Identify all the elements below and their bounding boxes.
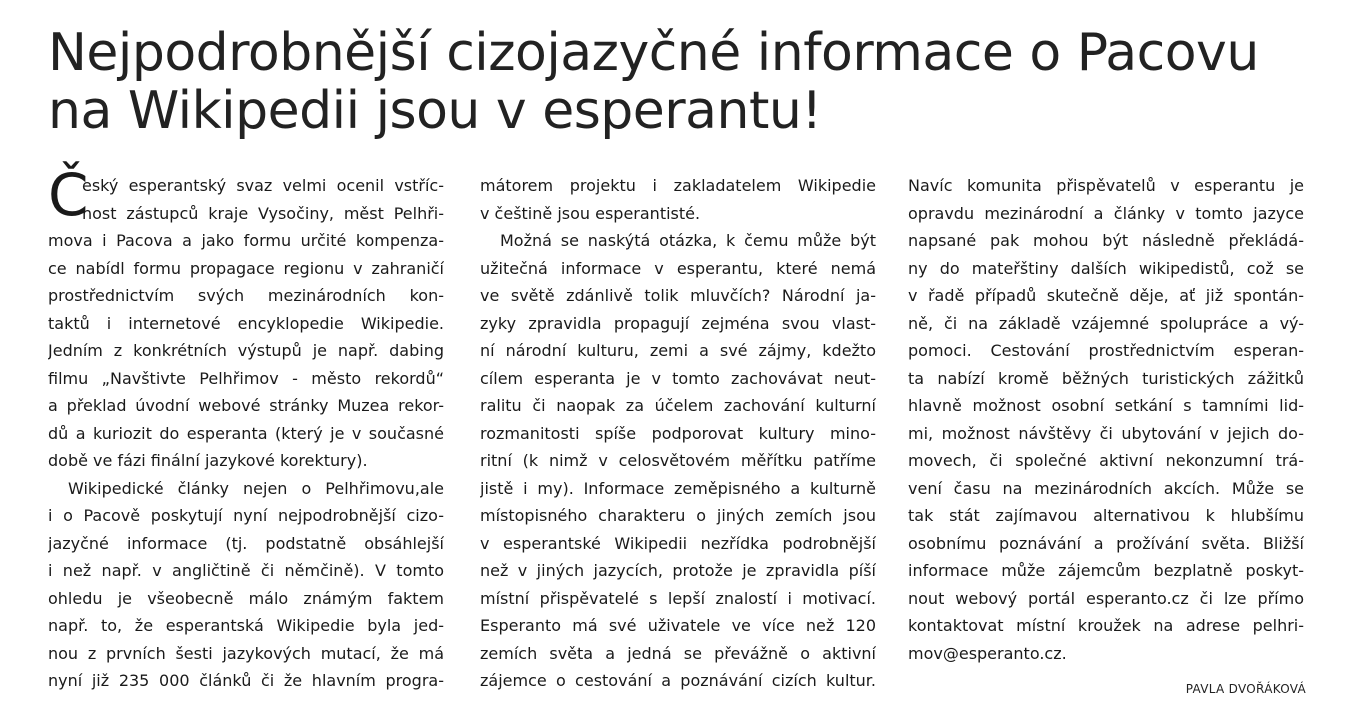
text-line: nyní již 235 000 článků či že hlavním progra-	[48, 671, 444, 690]
text-line: prostřednictvím svých mezinárodních kon-	[48, 286, 444, 305]
text-line: místní přispěvatelé s lepší znalostí i motivací.	[480, 588, 876, 608]
text-line: zemích světa a jedná se převážně o aktivní	[480, 643, 876, 663]
text-line: zyky zpravidla propagují zejména svou vlast-	[480, 313, 876, 333]
text-line: místopisného charakteru o jiných zemích jsou	[480, 506, 876, 525]
text-line: Navíc komunita přispěvatelů v esperantu je	[908, 176, 1304, 195]
text-line: i než např. v angličtině či němčině). V tomto	[48, 561, 444, 580]
text-line: i o Pacově poskytují nyní nejpodrobnější cizo-	[48, 506, 444, 525]
text-line: pomoci. Cestování prostřednictvím esperan-	[908, 341, 1304, 360]
text-line: Jedním z konkrétních výstupů je např. dabing	[48, 341, 444, 360]
text-line: době ve fázi finální jazykové korektury).	[48, 451, 368, 470]
article-column-3	[908, 172, 1304, 667]
text-line: tak stát zajímavou alternativou k hlubšímu	[908, 506, 1304, 525]
article-column-1	[48, 161, 444, 695]
text-line: mov@esperanto.cz.	[908, 643, 1067, 663]
text-line: Esperanto má své uživatele ve více než 120	[480, 616, 876, 635]
text-line: mova i Pacova a jako formu určité kompenza-	[48, 231, 444, 250]
text-line: jazyčné informace (tj. podstatně obsáhlejší	[48, 533, 444, 553]
text-line: užitečná informace v esperantu, které nemá	[480, 258, 876, 278]
text-line: dů a kuriozit do esperanta (který je v současné	[48, 423, 444, 443]
text-line: než v jiných jazycích, protože je zpravidla píší	[480, 561, 876, 580]
text-line: ně, či na základě vzájemné spolupráce a vý-	[908, 313, 1304, 333]
text-line: mi, možnost návštěvy či ubytování v jejich do-	[908, 423, 1304, 443]
text-line: ritní (k nimž v celosvětovém měřítku patříme	[480, 451, 876, 470]
drop-cap: Č	[48, 161, 89, 229]
text-line: ohledu je všeobecně málo známým faktem	[48, 588, 444, 608]
text-line: mátorem projektu i zakladatelem Wikipedie	[480, 176, 876, 195]
text-line: jistě i my). Informace zeměpisného a kulturně	[480, 478, 876, 498]
text-line: nou z prvních šesti jazykových mutací, že má	[48, 643, 444, 663]
text-line: v češtině jsou esperantisté.	[480, 203, 701, 223]
text-line: ce nabídl formu propagace regionu v zahraničí	[48, 258, 444, 278]
text-line: eský esperantský svaz velmi ocenil vstříc-	[82, 176, 444, 195]
text-line: zájemce o cestování a poznávání cizích kultur.	[480, 671, 876, 690]
text-line: v řadě případů skutečně děje, ať již spontán-	[908, 286, 1304, 305]
text-line: nout webový portál esperanto.cz či lze přímo	[908, 588, 1304, 608]
text-line: opravdu mezinárodní a články v tomto jazyce	[908, 203, 1304, 223]
text-line: rozmanitosti spíše podporovat kultury mino-	[480, 423, 876, 443]
text-line: v esperantské Wikipedii nezřídka podrobnější	[480, 533, 876, 553]
text-line: osobnímu poznávání a prožívání světa. Bližší	[908, 533, 1304, 553]
text-line: taktů i internetové encyklopedie Wikipedie.	[48, 313, 444, 333]
text-line: napsané pak mohou být následně překládá-	[908, 231, 1304, 250]
text-line: hlavně možnost osobní setkání s tamními lid-	[908, 396, 1304, 415]
text-line: ny do mateřštiny dalších wikipedistů, což se	[908, 258, 1304, 278]
text-line: Možná se naskýtá otázka, k čemu může být	[500, 231, 876, 250]
article-title: Nejpodrobnější cizojazyčné informace o Pacovu na Wikipedii jsou v esperantu!	[48, 23, 1259, 141]
text-line: cílem esperanta je v tomto zachovávat neut-	[480, 368, 876, 388]
text-line: ní národní kulturu, zemi a své zájmy, kdežto	[480, 341, 876, 360]
text-line: a překlad úvodní webové stránky Muzea rekor-	[48, 396, 444, 415]
text-line: informace může zájemcům bezplatně poskyt-	[908, 561, 1304, 580]
text-line: ta nabízí kromě běžných turistických zážitků	[908, 368, 1304, 388]
text-line: filmu „Navštivte Pelhřimov - město rekordů“	[48, 368, 444, 388]
text-line: vení času na mezinárodních akcích. Může se	[908, 478, 1304, 498]
article-column-2	[480, 172, 876, 695]
text-line: Wikipedické články nejen o Pelhřimovu,ale	[68, 478, 444, 498]
text-line: ve světě zdánlivě tolik mluvčích? Národní ja-	[480, 286, 876, 305]
text-line: ralitu či naopak za účelem zachování kulturní	[480, 396, 876, 415]
author-byline: PAVLA DVOŘÁKOVÁ	[1185, 682, 1306, 696]
text-line: movech, či společné aktivní nekonzumní trá-	[908, 451, 1304, 470]
text-line: kontaktovat místní kroužek na adrese pelhri-	[908, 616, 1304, 635]
text-line: nost zástupců kraje Vysočiny, měst Pelhři-	[82, 203, 444, 223]
text-line: např. to, že esperantská Wikipedie byla jed-	[48, 616, 444, 635]
